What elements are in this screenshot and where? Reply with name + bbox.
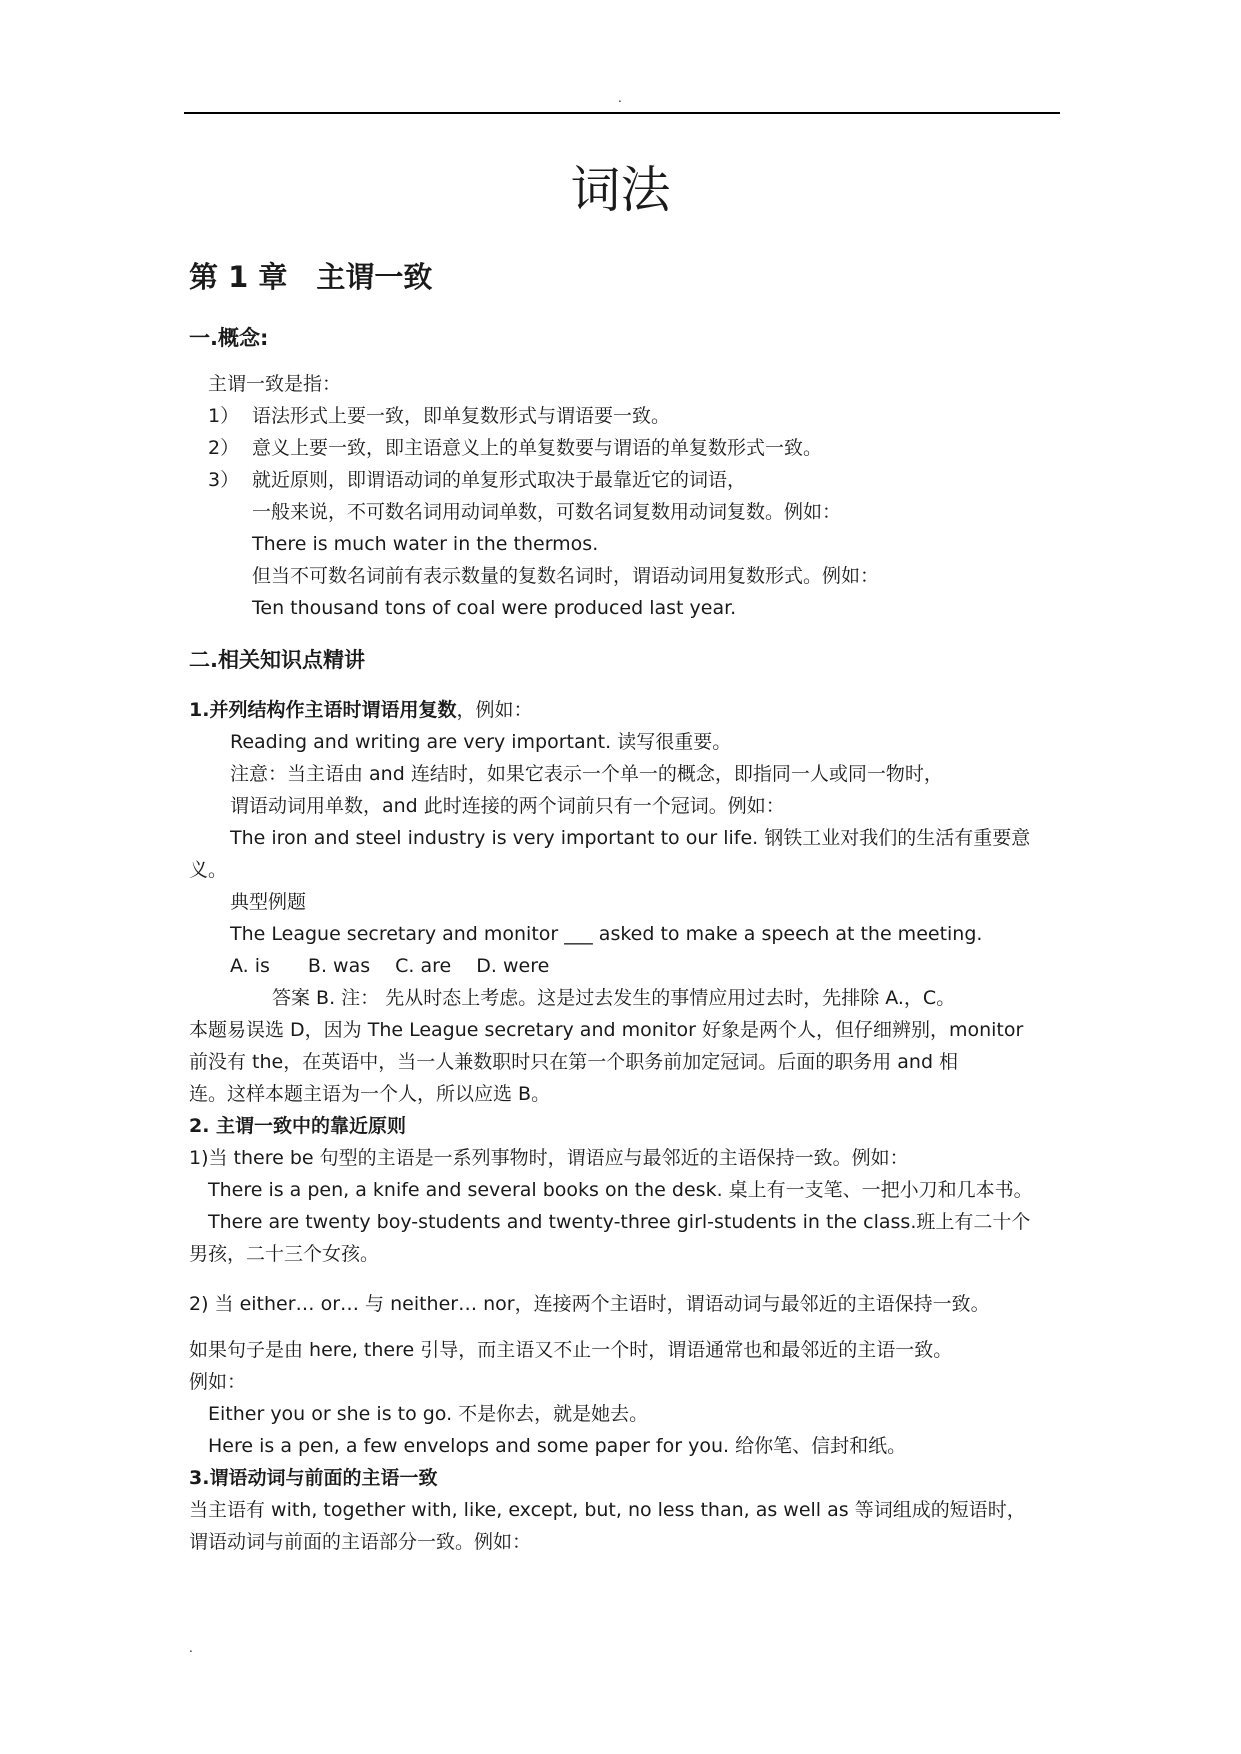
point-1-title-rest: ，例如： [456,699,533,721]
concept-item-text: 意义上要一致，即主语意义上的单复数要与谓语的单复数形式一致。 [252,437,823,459]
point-2-line: Either you or she is to go. 不是你去，就是她去。 [208,1403,649,1425]
point-1-line: Reading and writing are very important. 读写很重要。 [230,731,732,753]
point-2-line: There is a pen, a knife and several books on the desk. 桌上有一支笔、一把小刀和几本书。 [208,1179,1033,1201]
concept-continuation: 但当不可数名词前有表示数量的复数名词时，谓语动词用复数形式。例如： [252,565,880,587]
chapter-heading: 第 1 章 主谓一致 [189,260,433,294]
header-dot: . [618,91,622,105]
point-1-title [189,696,532,724]
point-2-title: 2. 主谓一致中的靠近原则 [189,1115,407,1137]
point-1-line: 本题易误选 D，因为 The League secretary and monitor 好象是两个人，但仔细辨别，monitor [189,1019,1024,1041]
point-1-line: 前没有 the，在英语中，当一人兼数职时只在第一个职务前加定冠词。后面的职务用 and 相 [189,1051,959,1073]
point-1-line: 答案 B. 注： 先从时态上考虑。这是过去发生的事情应用过去时，先排除 A.，C。 [272,987,956,1009]
section-heading-knowledge: 二.相关知识点精讲 [189,648,365,672]
header-rule [184,112,1060,114]
point-2-line: 1)当 there be 句型的主语是一系列事物时，谓语应与最邻近的主语保持一致。例如： [189,1147,909,1169]
concept-example: There is much water in the thermos. [252,533,599,555]
point-1-title-bold: 1.并列结构作主语时谓语用复数 [189,699,457,721]
point-1-line: 典型例题 [230,891,307,913]
concept-item-text: 就近原则，即谓语动词的单复形式取决于最靠近它的词语， [252,469,747,491]
point-3-line: 谓语动词与前面的主语部分一致。例如： [189,1531,532,1553]
point-1-line: 注意：当主语由 and 连结时，如果它表示一个单一的概念，即指同一人或同一物时， [230,763,943,785]
concept-continuation: 一般来说，不可数名词用动词单数，可数名词复数用动词复数。例如： [252,501,842,523]
point-2-line: Here is a pen, a few envelops and some paper for you. 给你笔、信封和纸。 [208,1435,907,1457]
section-heading-concept: 一.概念: [189,326,269,350]
point-1-line: The iron and steel industry is very important to our life. 钢铁工业对我们的生活有重要意 [230,827,1031,849]
footer-dot: . [189,1641,193,1655]
page-title: 词法 [570,161,671,219]
point-2-line: 例如： [189,1371,247,1393]
point-1-line: 义。 [189,859,228,881]
point-3-title: 3.谓语动词与前面的主语一致 [189,1467,438,1489]
point-2-line: 男孩，二十三个女孩。 [189,1243,380,1265]
concept-intro: 主谓一致是指： [208,373,342,395]
concept-item-text: 语法形式上要一致，即单复数形式与谓语要一致。 [252,405,671,427]
point-2-line: 如果句子是由 here, there 引导，而主语又不止一个时，谓语通常也和最邻近的主语一致。 [189,1339,953,1361]
concept-item-number: 3） [208,469,240,491]
point-3-line: 当主语有 with, together with, like, except, but, no less than, as well as 等词组成的短语时， [189,1499,1026,1521]
concept-item-number: 1） [208,405,240,427]
point-1-line: 连。这样本题主语为一个人，所以应选 B。 [189,1083,551,1105]
point-2-line: There are twenty boy-students and twenty-three girl-students in the class.班上有二十个 [208,1211,1031,1233]
point-1-line: The League secretary and monitor ___ asked to make a speech at the meeting. [230,923,983,945]
point-1-line: A. is B. was C. are D. were [230,955,550,977]
point-1-line: 谓语动词用单数，and 此时连接的两个词前只有一个冠词。例如： [230,795,785,817]
concept-example: Ten thousand tons of coal were produced last year. [252,597,737,619]
concept-item-number: 2） [208,437,240,459]
point-2-line: 2) 当 either… or… 与 neither… nor，连接两个主语时，谓语动词与最邻近的主语保持一致。 [189,1293,990,1315]
